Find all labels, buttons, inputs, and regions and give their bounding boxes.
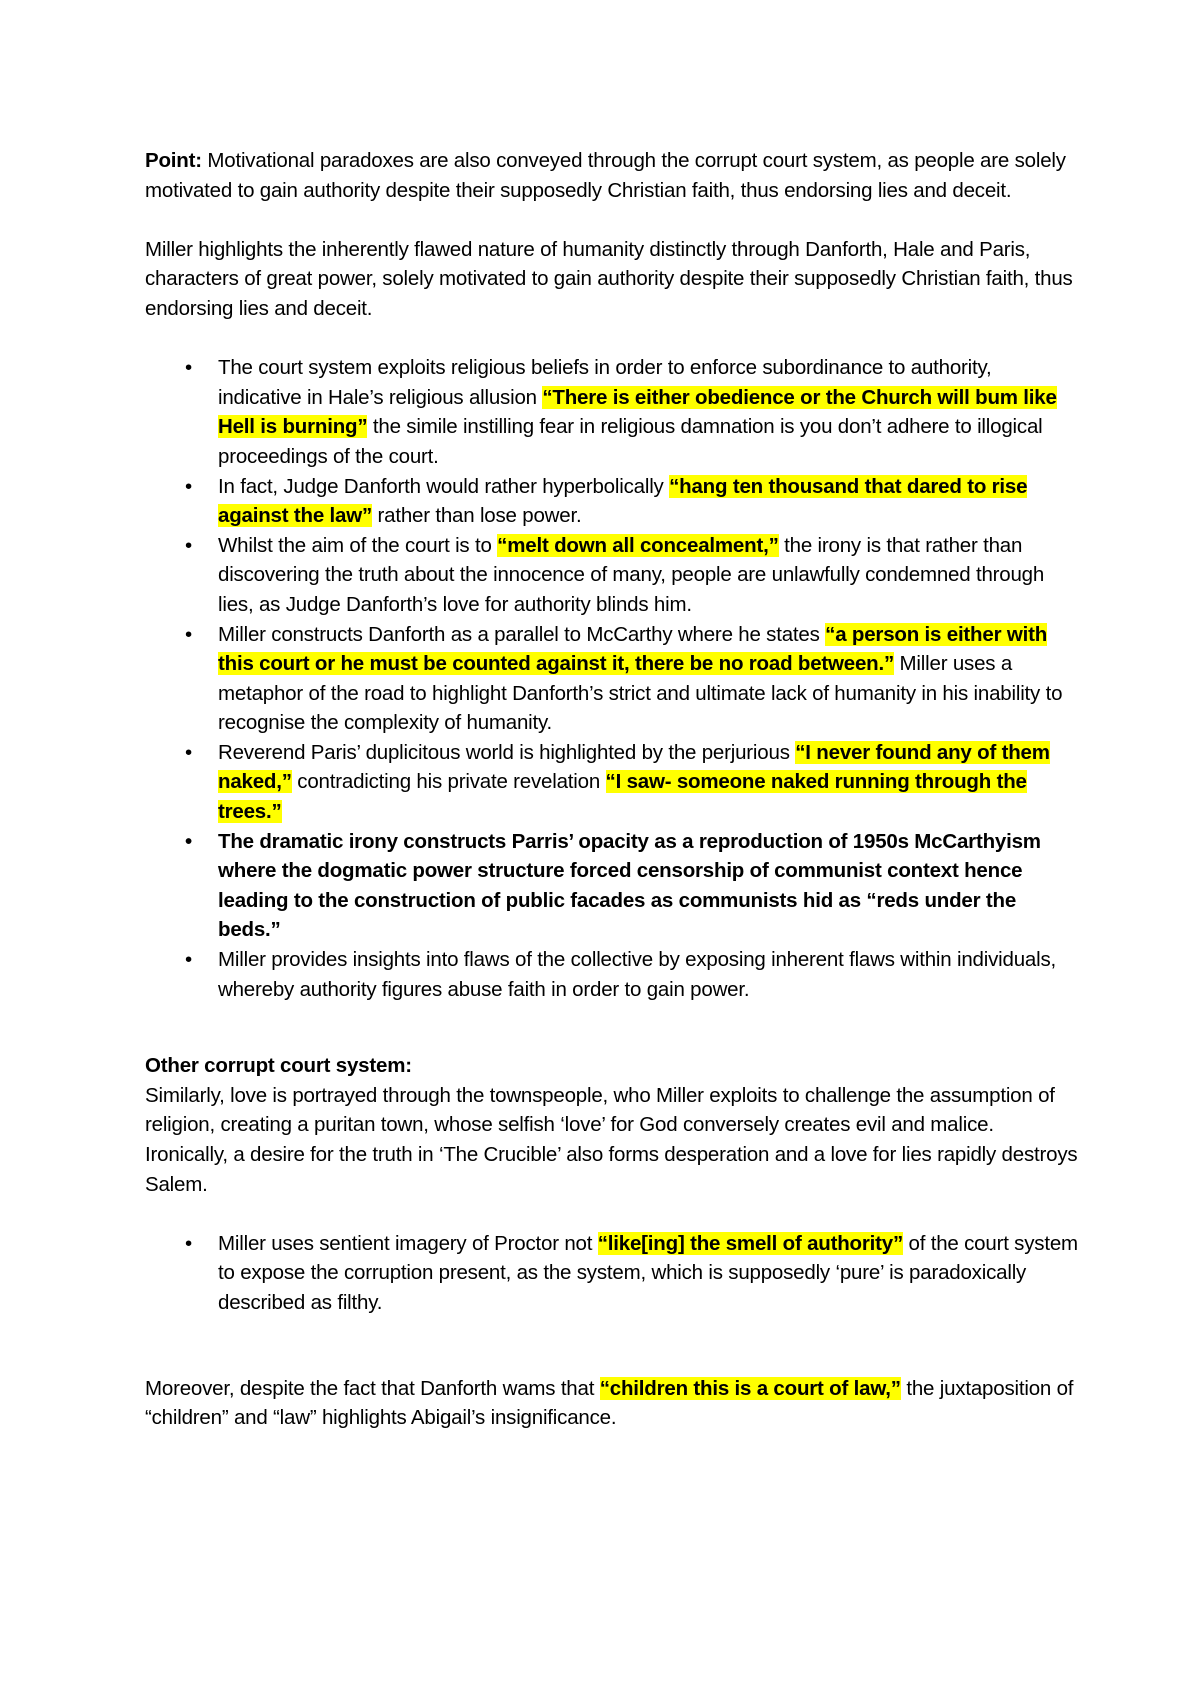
point-label: Point:	[145, 149, 202, 172]
highlighted-quote: “I saw- someone naked running through the trees.”	[218, 770, 1027, 824]
list-item: • Miller constructs Danforth as a parallel to McCarthy where he states “a person is either with this court or he must be counted against it, there be no road between.” Miller uses a metaphor of the road to highlight Danforth’s strict and ultimate lack of humanity in his inability to recognise the complexity of humanity.	[145, 620, 1080, 738]
list-item: • Whilst the aim of the court is to “melt down all concealment,” the irony is that rather than discovering the truth about the innocence of many, people are unlawfully condemned through lies, as Judge Danforth’s love for authority blinds him.	[145, 531, 1080, 620]
highlighted-quote: “children this is a court of law,”	[599, 1376, 901, 1400]
list-item: • In fact, Judge Danforth would rather hyperbolically “hang ten thousand that dared to rise against the law” rather than lose power.	[145, 472, 1080, 531]
list-item: • Miller provides insights into flaws of the collective by exposing inherent flaws within individuals, whereby authority figures abuse faith in order to gain power.	[145, 945, 1080, 1004]
point-text: Motivational paradoxes are also conveyed through the corrupt court system, as people are solely motivated to gain authority despite their supposedly Christian faith, thus endorsing lies and deceit.	[145, 149, 1066, 202]
point-paragraph	[145, 146, 1080, 205]
moreover-paragraph: Moreover, despite the fact that Danforth wams that “children this is a court of law,” the juxtaposition of “children” and “law” highlights Abigail’s insignificance.	[145, 1376, 1074, 1430]
highlighted-quote: “I never found any of them naked,”	[218, 740, 1050, 794]
highlighted-quote: “like[ing] the smell of authority”	[597, 1231, 904, 1255]
highlighted-quote: “melt down all concealment,”	[497, 533, 779, 557]
section-heading: Other corrupt court system:	[145, 1054, 412, 1078]
other-paragraph: Similarly, love is portrayed through the townspeople, who Miller exploits to challenge the assumption of religion, creating a puritan town, whose selfish ‘love’ for God conversely creates evil and malice. Ironically, a desire for the truth in ‘The Crucible’ also forms desperation and a love for lies rapidly destroys Salem.	[145, 1083, 1078, 1196]
highlighted-quote: “hang ten thousand that dared to rise against the law”	[218, 474, 1028, 528]
analysis-bullet-list	[145, 353, 1080, 1004]
list-item: • The dramatic irony constructs Parris’ opacity as a reproduction of 1950s McCarthyism where the dogmatic power structure forced censorship of communist context hence leading to the construction of public facades as communists hid as “reds under the beds.”	[145, 827, 1080, 945]
list-item: • Miller uses sentient imagery of Proctor not “like[ing] the smell of authority” of the court system to expose the corruption present, as the system, which is supposedly ‘pure’ is paradoxically described as filthy.	[145, 1229, 1080, 1318]
list-item: • Reverend Paris’ duplicitous world is highlighted by the perjurious “I never found any of them naked,” contradicting his private revelation “I saw- someone naked running through the trees.”	[145, 738, 1080, 827]
intro-paragraph: Miller highlights the inherently flawed nature of humanity distinctly through Danforth, Hale and Paris, characters of great power, solely motivated to gain authority despite their supposedly Christian faith, thus endorsing lies and deceit.	[145, 237, 1073, 320]
document-page	[145, 146, 1080, 1433]
highlighted-quote: “There is either obedience or the Church will bum like Hell is burning”	[218, 385, 1057, 439]
list-item: • The court system exploits religious beliefs in order to enforce subordinance to authority, indicative in Hale’s religious allusion “There is either obedience or the Church will bum like Hell is burning” the simile instilling fear in religious damnation is you don’t adhere to illogical proceedings of the court.	[145, 353, 1080, 471]
highlighted-quote: “a person is either with this court or he must be counted against it, there be no road between.”	[218, 622, 1048, 676]
other-bullet-list	[145, 1229, 1080, 1318]
